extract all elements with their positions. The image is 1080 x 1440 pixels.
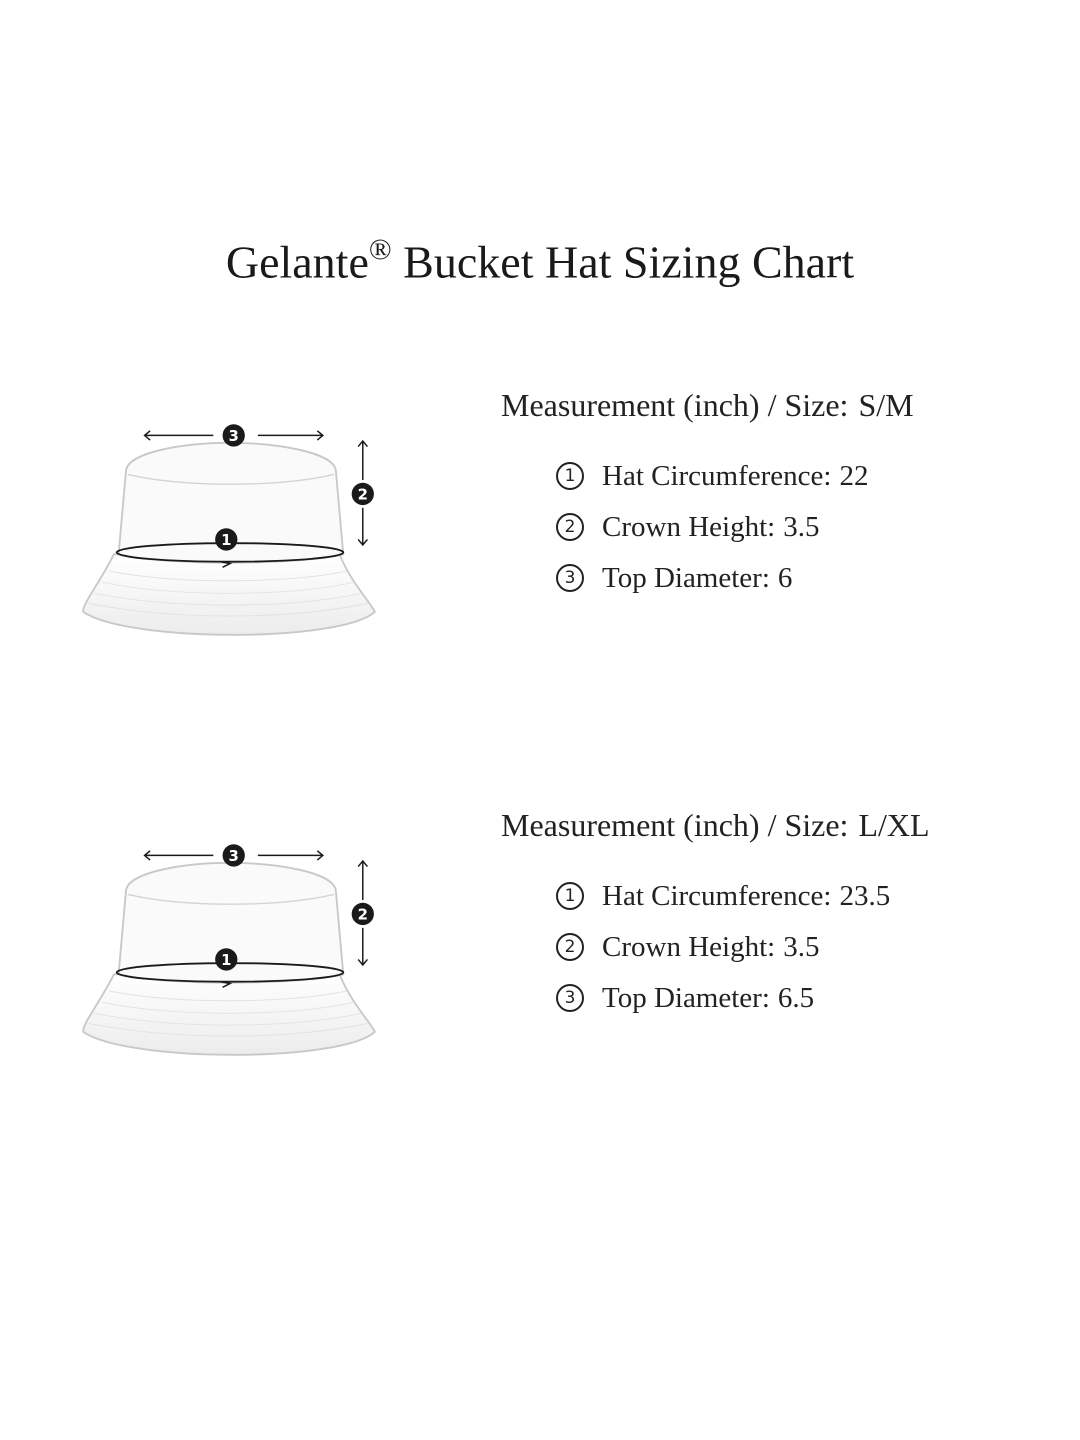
hat-brim: [83, 974, 375, 1055]
svg-text:2: 2: [357, 485, 368, 504]
row-crown-height: 2 Crown Height: 3.5: [556, 509, 819, 545]
size-label: S/M: [858, 387, 914, 423]
value: 3.5: [783, 511, 820, 543]
row-top-diameter: 3 Top Diameter: 6: [556, 560, 792, 596]
measurement-heading: Measurement (inch) / Size: L/XL: [501, 807, 930, 843]
svg-text:2: 2: [357, 905, 368, 924]
svg-text:3: 3: [228, 427, 239, 445]
svg-text:1: 1: [221, 951, 232, 969]
marker-3-icon: [223, 424, 245, 446]
value: 23.5: [839, 880, 891, 912]
marker-1-icon: [215, 528, 237, 550]
page-title: [0, 222, 1080, 292]
marker-2-icon: [352, 903, 374, 925]
number-2-icon: 2: [556, 513, 584, 541]
marker-2-icon: [352, 483, 374, 505]
value: 6.5: [777, 982, 815, 1014]
value: 22: [839, 460, 869, 492]
value: 6: [777, 562, 793, 594]
size-section-sm: [0, 385, 1080, 685]
row-hat-circumference: 1 Hat Circumference: 23.5: [556, 878, 890, 914]
size-label: L/XL: [858, 807, 930, 843]
marker-3-icon: [223, 844, 245, 866]
number-1-icon: 1: [556, 462, 584, 490]
title-text: Bucket Hat Sizing Chart: [403, 236, 855, 288]
number-1-icon: 1: [556, 882, 584, 910]
svg-text:3: 3: [228, 847, 239, 865]
row-crown-height: 2 Crown Height: 3.5: [556, 929, 819, 965]
title-brand: Gelante: [225, 236, 369, 288]
svg-text:1: 1: [221, 531, 232, 549]
registered-mark: ®: [368, 233, 392, 266]
row-top-diameter: 3 Top Diameter: 6.5: [556, 980, 814, 1016]
value: 3.5: [783, 931, 820, 963]
size-section-lxl: [0, 805, 1080, 1105]
bucket-hat-diagram: [60, 415, 400, 675]
number-3-icon: 3: [556, 564, 584, 592]
number-3-icon: 3: [556, 984, 584, 1012]
number-2-icon: 2: [556, 933, 584, 961]
row-hat-circumference: 1 Hat Circumference: 22: [556, 458, 868, 494]
hat-brim: [83, 554, 375, 635]
marker-1-icon: [215, 948, 237, 970]
measurement-heading: Measurement (inch) / Size: S/M: [501, 387, 914, 423]
bucket-hat-diagram: [60, 835, 400, 1095]
